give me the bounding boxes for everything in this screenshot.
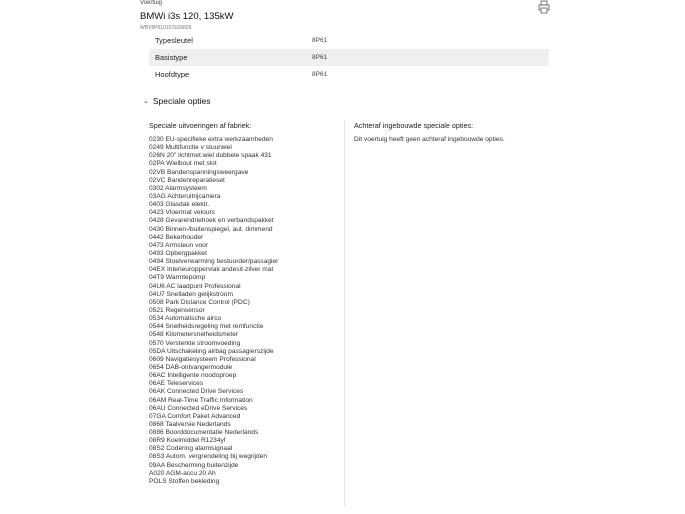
factory-option-item: 0548 Kilometersnelheidsmeter bbox=[149, 331, 239, 339]
factory-option-item: 08S3 Autom. vergrendeling bij wegrijden bbox=[149, 453, 268, 461]
factory-option-item: 08R9 Koelmiddel R1234yf bbox=[149, 437, 226, 445]
retrofit-options-heading: Achteraf ingebouwde speciale opties: bbox=[354, 121, 474, 130]
factory-option-item: 06AC Intelligente noodoproep bbox=[149, 372, 237, 380]
factory-option-item: 04U6 AC laadpunt Professional bbox=[149, 282, 241, 290]
spec-label: Hoofdtype bbox=[155, 70, 190, 79]
factory-option-item: 0423 Vloermat velours bbox=[149, 209, 215, 217]
spec-label: Typesleutel bbox=[155, 36, 193, 45]
factory-option-item: 06AE Teleservices bbox=[149, 380, 204, 388]
factory-option-item: 03AG Achteruitrijcamera bbox=[149, 192, 221, 200]
special-options-toggle[interactable] bbox=[143, 96, 211, 106]
factory-option-item: 0430 Binnen-/buitenspiegel, aut. dimmend bbox=[149, 225, 273, 233]
retrofit-options-column bbox=[354, 121, 554, 143]
factory-option-item: 0249 Multifunctie v stuurwiel bbox=[149, 144, 232, 152]
spec-value: 8P61 bbox=[312, 37, 328, 44]
factory-option-item: 02VB Bandenspanningsweergave bbox=[149, 168, 249, 176]
factory-option-item: 0521 Regensensor bbox=[149, 306, 205, 314]
factory-option-item: 0868 Taalversie Nederlands bbox=[149, 420, 231, 428]
factory-option-item: 07GA Comfort Paket Advanced bbox=[149, 412, 241, 420]
factory-option-item: 0442 Bekerhouder bbox=[149, 233, 204, 241]
factory-option-item: 0494 Stoelverwarming bestuurder/passagier bbox=[149, 258, 279, 266]
factory-option-item: 0428 Gevarendriehoek en verbandspakket bbox=[149, 217, 274, 225]
factory-option-item: 06AM Real-Time Traffic Information bbox=[149, 396, 253, 404]
spec-row-hoofdtype bbox=[149, 66, 549, 83]
factory-option-item: 02VC Bandenreparatieset bbox=[149, 176, 225, 184]
factory-option-item: 06AU Connected eDrive Services bbox=[149, 404, 248, 412]
factory-option-item: 0534 Automatische airco bbox=[149, 315, 222, 323]
factory-option-item: 0609 Navigatiesysteem Professional bbox=[149, 355, 256, 363]
spec-row-basistype bbox=[149, 49, 549, 66]
spec-value: 8P61 bbox=[312, 71, 328, 78]
factory-options-list bbox=[149, 136, 334, 486]
chevron-down-icon: ⌄ bbox=[143, 98, 149, 105]
special-options-label: Speciale opties bbox=[152, 96, 211, 106]
factory-option-item: 0493 Opbergpakket bbox=[149, 249, 207, 257]
spec-label: Basistype bbox=[155, 53, 188, 62]
column-divider bbox=[344, 121, 345, 506]
vin-number: WBY8P610107E09826 bbox=[140, 25, 192, 31]
factory-option-item: 04T9 Warmtepomp bbox=[149, 274, 206, 282]
factory-option-item: 0570 Versterkte stroomvoeding bbox=[149, 339, 241, 347]
section-label: Voertuig bbox=[140, 0, 163, 6]
spec-table bbox=[149, 32, 549, 83]
vehicle-title: BMWi i3s 120, 135kW bbox=[140, 11, 234, 22]
factory-options-heading: Speciale uitvoeringen af fabriek: bbox=[149, 121, 252, 130]
spec-value: 8P61 bbox=[312, 54, 328, 61]
factory-option-item: A020 AGM-accu 20 Ah bbox=[149, 469, 216, 477]
factory-option-item: 0403 Glasdak elektr. bbox=[149, 201, 210, 209]
factory-options-column bbox=[149, 121, 334, 486]
factory-option-item: 0302 Alarmsysteem bbox=[149, 184, 207, 192]
factory-option-item: 09AA Bescherming buitenzijde bbox=[149, 461, 239, 469]
factory-option-item: 0473 Armsteun voor bbox=[149, 241, 209, 249]
factory-option-item: 04EX Interieuroppervlak andesit-zilver mat bbox=[149, 266, 274, 274]
retrofit-options-text: Dit voertuig heeft geen achteraf ingebouwde opties. bbox=[354, 136, 505, 143]
factory-option-item: 0654 DAB-ontvangermodule bbox=[149, 363, 233, 371]
spec-row-typesleutel bbox=[149, 32, 549, 49]
factory-option-item: 06AK Connected Drive Services bbox=[149, 388, 244, 396]
factory-option-item: 0508 Park Distance Control (PDC) bbox=[149, 298, 250, 306]
factory-option-item: 026N 20" lichtmet.wiel dubbele spaak 431 bbox=[149, 152, 272, 160]
factory-option-item: 0886 Boorddocumentatie Nederlands bbox=[149, 429, 259, 437]
factory-option-item: 08S2 Codering alarmsignaal bbox=[149, 445, 233, 453]
factory-option-item: 05DA Uitschakeling airbag passagierszijde bbox=[149, 347, 274, 355]
print-icon[interactable] bbox=[538, 0, 550, 14]
factory-option-item: 0230 EU-specifieke extra werkzaamheden bbox=[149, 136, 273, 143]
factory-option-item: 0544 Snelheidsregeling met remfunctie bbox=[149, 323, 264, 331]
factory-option-item: 04U7 Snelladen gelijkstroom bbox=[149, 290, 233, 298]
factory-option-item: 02PA Wielbout met slot bbox=[149, 160, 217, 168]
factory-option-item: POLS Stoffen bekleding bbox=[149, 477, 220, 485]
